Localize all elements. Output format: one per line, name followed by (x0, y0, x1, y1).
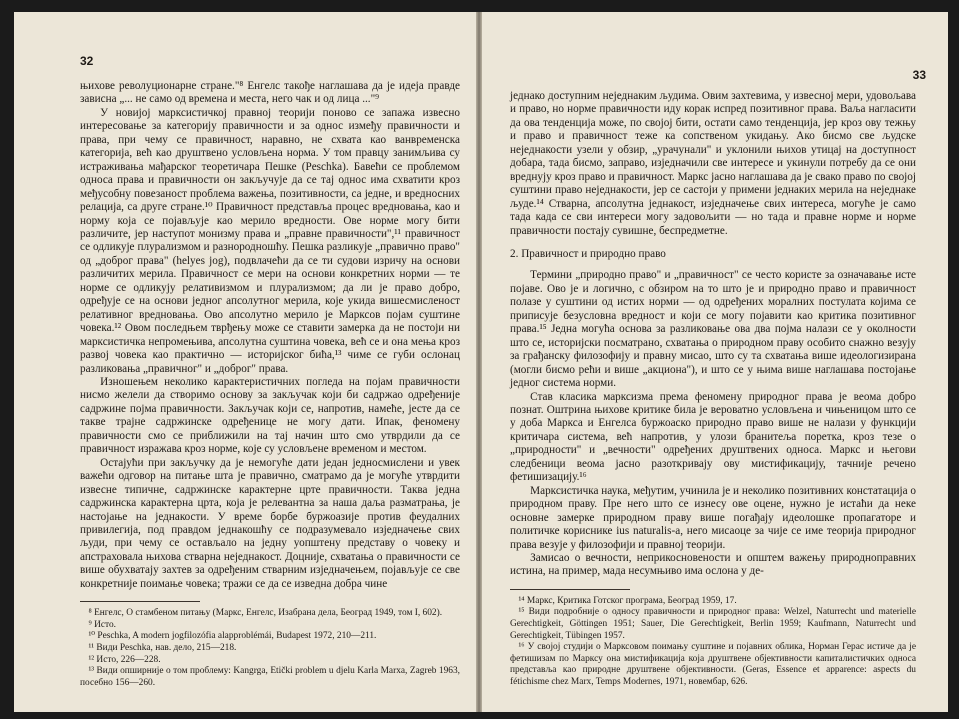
paragraph: једнако доступним неједнаким људима. Овим захтевима, у извесној мери, удовољава и право, но норме правичности иду корак испред позитивног права. Ваља нагласити да ова тенденција може, по својој бити, остати само тенденција, јер кроз ову тежњу и право и правичност теже ка сопственом укидању. Ако бисмо све људске неједнакости узели у обзир, „урачунали" и уклонили њихов утицај на доступност добара, тада бисмо, заправо, изједначили све интересе и укинули потребу да се они вреднују кроз право и правичност. Маркс јасно наглашава да је свако право по својој суштини право неједнакости, јер се састоји у примени једнаких мерила на неједнаке људе.¹⁴ Стварна, апсолутна једнакост, изједначење свих интереса, могуће је само тада када се сви интереси могу задовољити — но тада и правне норме и норме правичности постају сувишне, беспредметне. (510, 90, 916, 237)
footnote: ¹⁰ Peschka, A modern jogfilozófia alapproblémái, Budapest 1972, 210—211. (88, 631, 377, 642)
footnote: ¹⁶ У својој студији о Марксовом поимању суштине и појавних облика, Норман Герас истиче да је фетишизам по Марксу она мистификација која друштвене објективности капиталистичких односа представља као природне друштвене објективности. (Geras, Essence et apparence: aspects du fétichisme chez Marx, Temps Modernes, 1971, новембар, 626. (510, 642, 916, 688)
right-text-column (510, 90, 916, 689)
left-text-column (80, 80, 460, 689)
footnote: ¹⁵ Види подробније о односу правичности и природног права: Welzel, Naturrecht und materielle Gerechtigkeit, Göttingen 1951; Sauer, Die Gerechtigkeit, Berlin 1959; Kaufmann, Naturrecht und Gerechtigkeit, Tübingen 1957. (510, 607, 916, 641)
page-number: 33 (912, 68, 926, 82)
page-number: 32 (80, 54, 94, 68)
footnote: ⁹ Исто. (88, 619, 117, 630)
paragraph: њихове револуционарне стране."⁸ Енгелс такође наглашава да је идеја правде зависна „... не само од времена и места, него чак и од лица ..."⁹ (80, 80, 460, 106)
paragraph: Марксистичка наука, међутим, учинила је и неколико позитивних констатација о природном праву. Пре него што се изнесу ове оцене, нужно је истаћи да неке основне замерке природном праву више погађају идеолошке пропагаторе и политичке кориснике ius naturalis-а, него мисаоце за чије се име теорија природног права везује у филозофији и правној теорији. (510, 484, 916, 551)
paragraph: Изношењем неколико карактеристичних погледа на појам правичности нисмо желели да створимо основу за закључак који би садржао одређеније садржине појма правичности. Закључак који се, напротив, намеће, јесте да се такве трајне садржинске одређенице не могу дати. Ипак, феномену правичности смо се приближили на тај начин што смо утврдили да се правичност изражава кроз норме, које су условљене временом и местом. (80, 375, 460, 456)
footnote-divider (80, 601, 200, 602)
left-page (14, 12, 476, 712)
paragraph: Термини „природно право" и „правичност" се често користе за означавање исте појаве. Ово је и логично, с обзиром на то што је и природно право и правичност полазе у суштини од истих норми — од одређених моралних постулата којима се приписује безусловна вредност и који се могу појавити као критика позитивног права.¹⁵ Једна могућа основа за разликовање ова два појма налази се у околности што се, историјски посматрано, схватања о природном праву особито снажно везују за грађанску филозофију и правну мисао, што су та схватања више идеологизирана (могли бисмо рећи и више „акциона"), и што се у њима више наглашава постојање једног система норми. (510, 269, 916, 390)
paragraph: Остајући при закључку да је немогуће дати један једносмислени и увек важећи одговор на питање шта је правично, сматрамо да је могуће утврдити извесне типичне, садржинске карактерне црте правичности. Таква једна садржинска карактерна црта, која је релевантна за наша даља разматрања, је настојање на једнакости. У време борбе буржоазије против феудалних привилегија, под правдом једнакошћу се подразумевало изједначење свих људи, при чему се остављало на једну уопштену представу о човеку и апстраховала њихова стварна неједнакост. Доцније, схватања о правичности се више обухватају захтев за одређеним стварним изједначењем, појављује се све конкретније поимање човека; тражи се да се изведна добра чине (80, 456, 460, 590)
paragraph: У новијој марксистичкој правној теорији поново се запажа извесно интересовање за категорију правичности и за однос између правичности и права, при чему се правичност, наравно, не схвата као ванвременска категорија, већ као друштвено условљена норма. У том правцу занимљива су истраживања мађарског теоретичара Пешке (Peschka). Бавећи се проблемом односа права и правичности он закључује да се тај однос има схватити кроз међусобну повезаност проблема важења, позитивности, са једне, и вредносних релација, са друге стране.¹⁰ Правичност представља процес вредновања, као и норму која се појављује као мерило вредности. Ове норме могу бити различите, јер наступот монизму права и „правне правичности",¹¹ правичност се одликује плурализмом и разнородношћу. Пешка разликује „правично право" од „доброг права" (helyes jog), подвлачећи да се ти судови изричу на основи различитих мерила. Правичност се мери на основи конкретних норми — те норме се одликују релативизмом и плурализмом; да ли је право добро, одређује се на основи једног апсолутног мерила, које укида вишесмисленост релативног вредновања. Ово апсолутно мерило је Марксов појам суштине човека.¹² Овом последњем тврђењу може се ставити замерка да не постоји ни марксистичка непромењива, апсолутна суштина човека, већ се и она мења кроз развој човека као практично — историјског бића,¹³ чиме се губи ослонац разликовања „правичног" и „доброг" права. (80, 106, 460, 375)
footnote: ¹² Исто, 226—228. (88, 654, 161, 665)
paragraph: Замисао о вечности, неприкосновености и општем важењу природноправних истина, на пример, мада несумњиво има ослона у де- (510, 551, 916, 578)
footnote: ¹¹ Види Peschka, нав. дело, 215—218. (88, 643, 237, 653)
footnote: ¹⁴ Маркс, Критика Готског програма, Београд 1959, 17. (518, 595, 737, 606)
footnote: ⁸ Енгелс, О стамбеном питању (Маркс, Енгелс, Изабрана дела, Београд 1949, том I, 602). (88, 608, 443, 619)
paragraph: Став класика марксизма према феномену природног права је веома добро познат. Оштрина њихове критике била је вероватно условљена и чињеницом што се у доба Маркса и Енгелса буржоаско природно право више не налази у функцији критичара система, већ напротив, у улози бранитеља поретка, кроз тезе о „природности" и „вечности" одређених друштвених односа. Маркс и његови следбеници веома јасно разоткривају ову мистификацију, тачније речено фетишизацију.¹⁶ (510, 390, 916, 484)
right-page (482, 12, 948, 712)
footnote: ¹³ Види опширније о том проблему: Kangrga, Etički problem u djelu Karla Marxa, Zagreb 1963, посебно 156—260. (80, 666, 460, 688)
footnote-divider (510, 589, 630, 590)
section-heading: 2. Правичност и природно право (510, 247, 666, 260)
